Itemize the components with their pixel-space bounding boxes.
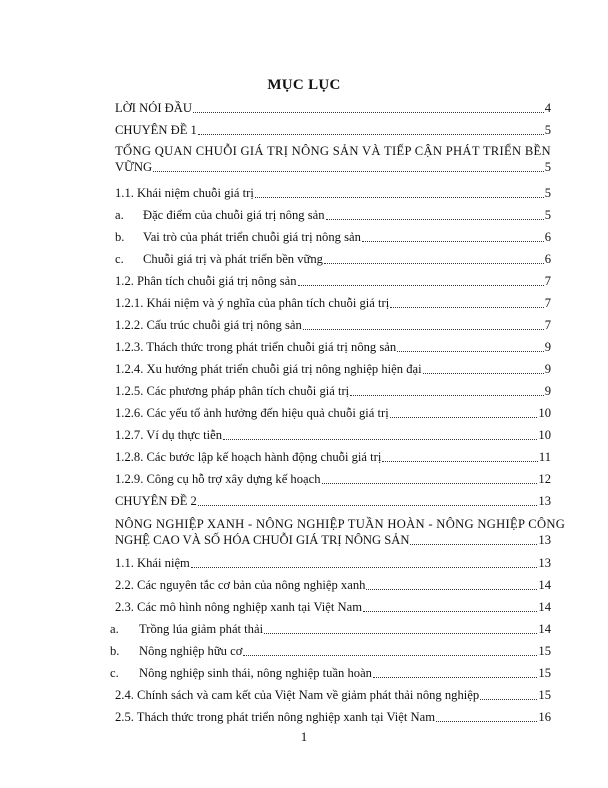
toc-entry-text: Đặc điểm của chuỗi giá trị nông sản [143,208,325,222]
toc-entry-text: Nông nghiệp hữu cơ [139,644,243,658]
toc-entry-marker: b. [115,230,125,244]
toc-entry-loi-noi-dau[interactable] [115,101,551,116]
dot-leader [243,654,537,656]
toc-entry-text: 1.1. Khái niệm [115,556,190,570]
toc-entry-page: 9 [544,384,551,398]
toc-entry-2-2[interactable] [115,578,551,593]
toc-entry-text: 1.1. Khái niệm chuỗi giá trị [115,186,254,200]
dot-leader [255,196,544,198]
toc-entry-page: 15 [538,644,551,658]
toc-entry-page: 5 [544,208,551,222]
toc-entry-2-3-c[interactable] [110,666,551,681]
toc-entry-text: CHUYÊN ĐỀ 1 [115,123,197,137]
toc-entry-page: 14 [538,600,551,614]
toc-entry-text: Vai trò của phát triển chuỗi giá trị nông sản [143,230,361,244]
toc-entry-text: 1.2.4. Xu hướng phát triển chuỗi giá trị nông nghiệp hiện đại [115,362,422,376]
toc-entry-2-5[interactable] [115,710,551,725]
toc-entry-page: 13 [538,533,551,547]
toc-entry-page: 7 [544,296,551,310]
toc-entry-page: 5 [544,160,551,174]
toc-entry-text: 1.2.2. Cấu trúc chuỗi giá trị nông sản [115,318,302,332]
toc-entry-page: 12 [538,472,551,486]
toc-entry-page: 10 [538,428,551,442]
toc-entry-page: 14 [538,622,551,636]
toc-entry-marker: b. [110,644,120,658]
toc-entry-text: 1.2.6. Các yếu tố ảnh hưởng đến hiệu quả chuỗi giá trị [115,406,389,420]
dot-leader [324,262,544,264]
toc-heading-line-1: NÔNG NGHIỆP XANH - NÔNG NGHIỆP TUẦN HOÀN - NÔNG NGHIỆP CÔNG [115,517,566,531]
toc-entry-2-4[interactable] [115,688,551,703]
toc-entry-1-2-3[interactable] [115,340,551,355]
toc-entry-page: 10 [538,406,551,420]
toc-entry-page: 7 [544,274,551,288]
toc-heading-line-2 [115,159,551,175]
toc-entry-1-2-5[interactable] [115,384,551,399]
dot-leader [198,133,544,135]
dot-leader [223,438,537,440]
toc-heading-line-2 [115,532,551,548]
toc-entry-text: 2.4. Chính sách và cam kết của Việt Nam về giảm phát thải nông nghiệp [115,688,480,702]
toc-entry-marker: c. [110,666,119,680]
dot-leader [350,394,544,396]
toc-entry-text: 1.2.9. Công cụ hỗ trợ xây dựng kế hoạch [115,472,321,486]
toc-entry-1-1-c[interactable] [115,252,551,267]
toc-entry-page: 7 [544,318,551,332]
toc-entry-chuyen-de-1[interactable] [115,123,551,138]
page-title: MỤC LỤC [267,77,341,93]
toc-entry-page: 9 [544,362,551,376]
toc-entry-page: 6 [544,252,551,266]
dot-leader [298,284,544,286]
dot-leader [362,240,544,242]
toc-entry-text: 2.2. Các nguyên tắc cơ bản của nông nghiệp xanh [115,578,366,592]
toc-entry-2-3[interactable] [115,600,551,615]
dot-leader [193,111,544,113]
toc-heading-line-2-text: NGHỆ CAO VÀ SỐ HÓA CHUỖI GIÁ TRỊ NÔNG SẢN [115,533,410,547]
dot-leader [373,676,537,678]
toc-entry-text: LỜI NÓI ĐẦU [115,101,192,115]
toc-entry-page: 16 [538,710,551,724]
dot-leader [153,170,544,172]
toc-entry-1-1[interactable] [115,186,551,201]
toc-entry-text: 1.2.8. Các bước lập kế hoạch hành động chuỗi giá trị [115,450,382,464]
toc-entry-page: 15 [538,688,551,702]
toc-entry-1-2[interactable] [115,274,551,289]
page-number: 1 [300,729,308,744]
dot-leader [436,720,537,722]
toc-heading-line-1: TỔNG QUAN CHUỖI GIÁ TRỊ NÔNG SẢN VÀ TIẾP CẬN PHÁT TRIỂN BỀN [115,144,551,158]
toc-entry-1-2-8[interactable] [115,450,551,465]
dot-leader [480,698,537,700]
toc-entry-1-2-9[interactable] [115,472,551,487]
toc-entry-text: Chuỗi giá trị và phát triển bền vững [143,252,323,266]
toc-heading-2[interactable] [115,516,566,548]
toc-entry-1-1-a[interactable] [115,208,551,223]
dot-leader [382,460,538,462]
toc-entry-text: 2.3. Các mô hình nông nghiệp xanh tại Việt Nam [115,600,362,614]
toc-entry-1-2-6[interactable] [115,406,551,421]
toc-entry-1-2-1[interactable] [115,296,551,311]
dot-leader [326,218,544,220]
toc-entry-text: 1.2.1. Khái niệm và ý nghĩa của phân tích chuỗi giá trị [115,296,390,310]
toc-entry-page: 15 [538,666,551,680]
dot-leader [390,416,538,418]
dot-leader [423,372,544,374]
toc-heading-1[interactable] [115,143,551,175]
toc-entry-page: 13 [538,494,551,508]
toc-entry-page: 5 [544,186,551,200]
toc-entry-chuyen-de-2[interactable] [115,494,551,509]
toc-entry-1-2-7[interactable] [115,428,551,443]
toc-entry-1-2-4[interactable] [115,362,551,377]
dot-leader [303,328,544,330]
toc-entry-text: 1.2.5. Các phương pháp phân tích chuỗi giá trị [115,384,350,398]
dot-leader [390,306,544,308]
toc-entry-page: 4 [544,101,551,115]
toc-entry-marker: a. [115,208,124,222]
toc-entry-text: Nông nghiệp sinh thái, nông nghiệp tuần hoàn [139,666,372,680]
toc-heading-line-2-text: VỮNG [115,160,153,174]
toc-entry-marker: c. [115,252,124,266]
toc-entry-text: Trồng lúa giảm phát thải [139,622,264,636]
toc-entry-page: 5 [544,123,551,137]
toc-entry-1-2-2[interactable] [115,318,551,333]
toc-entry-2-1[interactable] [115,556,551,571]
toc-entry-page: 11 [538,450,551,464]
dot-leader [397,350,544,352]
toc-entry-page: 6 [544,230,551,244]
toc-entry-1-1-b[interactable] [115,230,551,245]
dot-leader [264,632,537,634]
toc-entry-marker: a. [110,622,119,636]
toc-entry-text: 2.5. Thách thức trong phát triển nông nghiệp xanh tại Việt Nam [115,710,436,724]
toc-entry-page: 14 [538,578,551,592]
dot-leader [410,543,537,545]
toc-entry-2-3-b[interactable] [110,644,551,659]
dot-leader [366,588,537,590]
toc-entry-text: CHUYÊN ĐỀ 2 [115,494,197,508]
toc-entry-page: 9 [544,340,551,354]
toc-entry-text: 1.2. Phân tích chuỗi giá trị nông sản [115,274,297,288]
dot-leader [191,566,538,568]
dot-leader [198,504,538,506]
toc-entry-text: 1.2.3. Thách thức trong phát triển chuỗi giá trị nông sản [115,340,397,354]
toc-entry-2-3-a[interactable] [110,622,551,637]
toc-entry-page: 13 [538,556,551,570]
dot-leader [363,610,537,612]
dot-leader [322,482,538,484]
toc-entry-text: 1.2.7. Ví dụ thực tiễn [115,428,222,442]
